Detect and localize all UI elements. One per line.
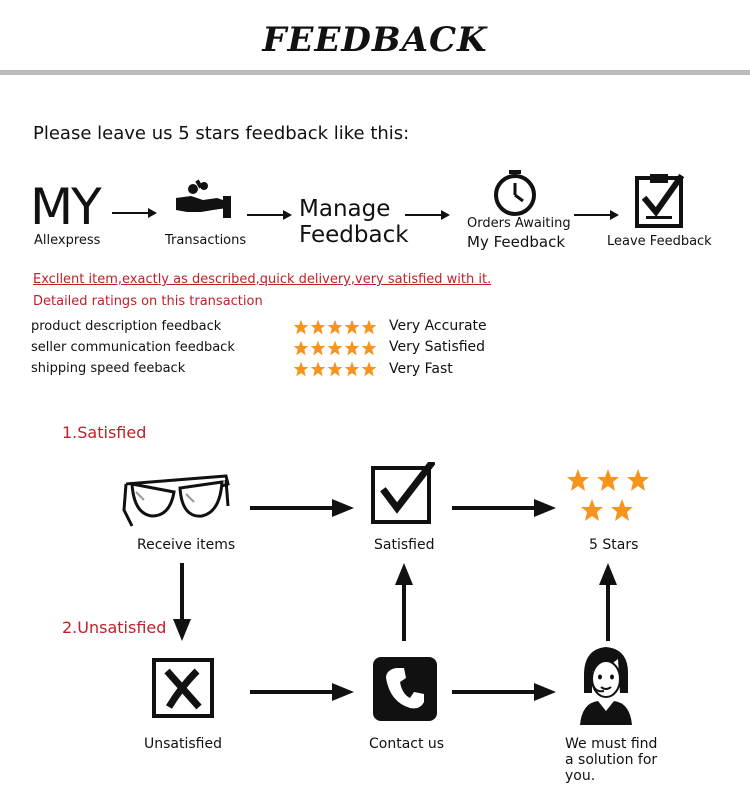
my-label: Allexpress: [34, 233, 101, 248]
star-icon: [344, 340, 360, 356]
page-title: FEEDBACK: [262, 20, 488, 60]
star-icon: [327, 319, 343, 335]
arrow-right-icon: [405, 207, 451, 223]
transactions-label: Transactions: [165, 233, 247, 248]
intro-text: Please leave us 5 stars feedback like this:: [33, 123, 410, 144]
five-stars-icon: [564, 468, 654, 524]
star-icon: [310, 340, 326, 356]
arrow-right-icon: [452, 680, 558, 704]
star-icon: [361, 361, 377, 377]
rating-value-communication: Very Satisfied: [389, 339, 486, 355]
feedback-comment: Excllent item,exactly as described,quick delivery,very satisfied with it.: [33, 272, 492, 287]
star-icon: [361, 319, 377, 335]
receive-items-label: Receive items: [137, 537, 236, 553]
star-icon: [344, 319, 360, 335]
rating-value-product: Very Accurate: [389, 318, 487, 334]
rating-stars-communication: [293, 340, 377, 356]
my-big-text: MY: [30, 178, 100, 236]
arrow-right-icon: [112, 205, 158, 221]
solution-line1: We must find: [565, 736, 658, 752]
star-icon: [293, 340, 309, 356]
arrow-right-icon: [452, 496, 558, 520]
star-icon: [344, 361, 360, 377]
hand-coins-icon: [173, 178, 233, 220]
title-divider: [0, 70, 750, 75]
rating-stars-shipping: [293, 361, 377, 377]
arrow-right-icon: [247, 207, 293, 223]
support-agent-icon: [576, 645, 636, 727]
orders-awaiting-line2: My Feedback: [467, 233, 566, 251]
star-icon: [361, 340, 377, 356]
manage-line1: Manage: [299, 196, 391, 222]
arrow-down-icon: [170, 563, 194, 643]
arrow-up-icon: [596, 563, 620, 643]
manage-line2: Feedback: [299, 222, 409, 248]
star-icon: [293, 319, 309, 335]
checkbox-checked-icon: [371, 462, 435, 524]
unsatisfied-heading: 2.Unsatisfied: [62, 618, 167, 637]
clipboard-check-icon: [634, 170, 686, 228]
solution-text: [565, 736, 685, 784]
rating-label-product: product description feedback: [31, 319, 222, 334]
glasses-icon: [122, 470, 230, 532]
contact-us-label: Contact us: [369, 736, 445, 752]
checkbox-x-icon: [151, 657, 217, 721]
star-icon: [327, 361, 343, 377]
solution-line2: a solution for: [565, 752, 658, 768]
leave-feedback-label: Leave Feedback: [607, 234, 712, 249]
arrow-right-icon: [574, 207, 620, 223]
star-icon: [293, 361, 309, 377]
arrow-right-icon: [250, 496, 356, 520]
arrow-up-icon: [392, 563, 416, 643]
unsatisfied-label: Unsatisfied: [144, 736, 222, 752]
solution-line3: you.: [565, 768, 596, 784]
clock-icon: [491, 170, 539, 216]
manage-feedback-text: [299, 196, 409, 248]
star-icon: [310, 319, 326, 335]
satisfied-heading: 1.Satisfied: [62, 423, 147, 442]
rating-label-communication: seller communication feedback: [31, 340, 235, 355]
arrow-right-icon: [250, 680, 356, 704]
star-icon: [327, 340, 343, 356]
orders-awaiting-line1: Orders Awaiting: [467, 216, 571, 231]
rating-value-shipping: Very Fast: [389, 361, 453, 377]
star-icon: [310, 361, 326, 377]
rating-stars-product: [293, 319, 377, 335]
rating-label-shipping: shipping speed feeback: [31, 361, 186, 376]
satisfied-label: Satisfied: [374, 537, 435, 553]
phone-icon: [372, 656, 438, 722]
detailed-ratings-heading: Detailed ratings on this transaction: [33, 294, 263, 309]
five-stars-label: 5 Stars: [589, 537, 639, 553]
